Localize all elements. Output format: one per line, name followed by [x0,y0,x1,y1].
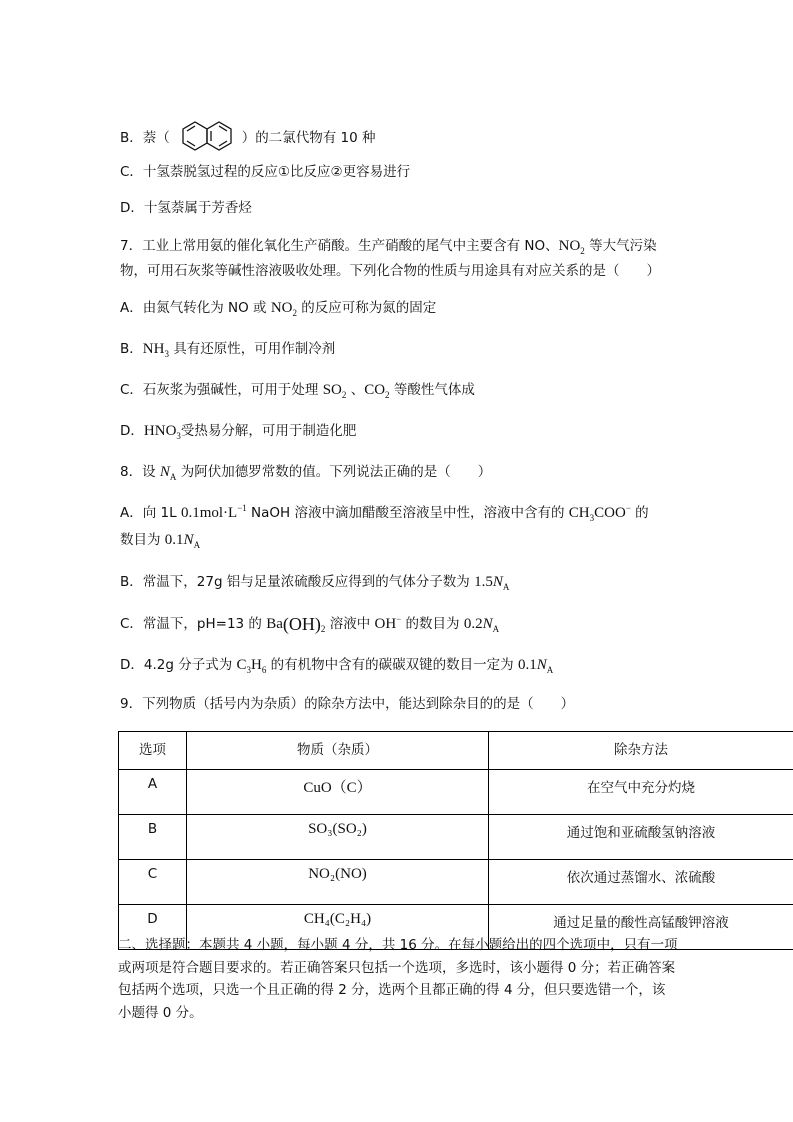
q8-stem: 8．设 $N_A$ 为阿伏加德罗常数的值。下列说法正确的是（ ） [120,464,492,482]
q6-option-d: D．十氢萘属于芳香烃 [120,200,252,216]
row-substance: CuO（C） [187,770,489,815]
table-header-row [119,732,793,770]
q9-table [118,731,793,950]
header-option: 选项 [119,732,187,770]
q7-option-c: C．石灰浆为强碱性，可用于处理 $SO_2$ 、$CO_2$ 等酸性气体成 [120,382,475,400]
row-method: 在空气中充分灼烧 [489,770,793,815]
header-substance: 物质（杂质） [187,732,489,770]
q8-option-c: C．常温下，pH=13 的 $Ba(OH)_2$ 溶液中 OH− 的数目为 $0.2N_A$ [120,614,500,634]
q7-option-d: D．$HNO_3$受热易分解，可用于制造化肥 [120,423,357,441]
q7-stem-line1: 7．工业上常用氨的催化氧化生产硝酸。生产硝酸的尾气中主要含有 NO、$NO_2$ 等大气污染 [120,238,657,256]
row-option: C [119,860,187,905]
q8-option-a-line2: 数目为 $0.1N_A$ [120,532,201,550]
row-method: 通过足量的酸性高锰酸钾溶液 [489,905,793,950]
row-substance: SO₃(SO₂) [187,815,489,860]
q7-option-a: A．由氮气转化为 NO 或 $NO_2$ 的反应可称为氮的固定 [120,300,437,318]
q6-option-c: C．十氢萘脱氢过程的反应①比反应②更容易进行 [120,164,411,180]
section-2-instructions: 二、选择题：本题共 4 小题，每小题 4 分，共 16 分。在每小题给出的四个选项中，只有一项或两项是符合题目要求的。若正确答案只包括一个选项，多选时，该小题得 0 分；若正确答案包括两个选项，只选一个且正确的得 2 分，选两个且都正确的得 4 分，但只要选错一个，该小题得 0 分。 [118,937,678,1021]
q6-option-b: B．萘（ ）的二氯代物有 10 种 [120,111,376,165]
q7-stem-line2: 物，可用石灰浆等碱性溶液吸收处理。下列化合物的性质与用途具有对应关系的是（ ） [120,263,660,279]
table-row [119,860,793,905]
row-method: 依次通过蒸馏水、浓硫酸 [489,860,793,905]
q8-option-a-line1: A．向 1L $0.1mol\cdot L^{-1}$ NaOH 溶液中滴加醋酸至溶液呈中性，溶液中含有的 $CH_3COO^-$ 的 [120,503,649,523]
q8-option-d: D．4.2g 分子式为 $C_3H_6$ 的有机物中含有的碳碳双键的数目一定为 $0.1N_A$ [120,657,554,675]
header-method: 除杂方法 [489,732,793,770]
row-substance: NO₂(NO) [187,860,489,905]
table-row [119,770,793,815]
row-method: 通过饱和亚硫酸氢钠溶液 [489,815,793,860]
naphthalene-structure-icon [172,111,240,165]
table-row [119,815,793,860]
q7-option-b: B．$NH_3$ 具有还原性，可用作制冷剂 [120,341,336,359]
row-substance: CH₄(C₂H₄) [187,905,489,950]
q9-stem: 9．下列物质（括号内为杂质）的除杂方法中，能达到除杂目的的是（ ） [120,696,575,712]
q8-option-b: B．常温下，27g 铝与足量浓硫酸反应得到的气体分子数为 $1.5N_A$ [120,574,510,592]
row-option: D [119,905,187,950]
row-option: A [119,770,187,815]
row-option: B [119,815,187,860]
